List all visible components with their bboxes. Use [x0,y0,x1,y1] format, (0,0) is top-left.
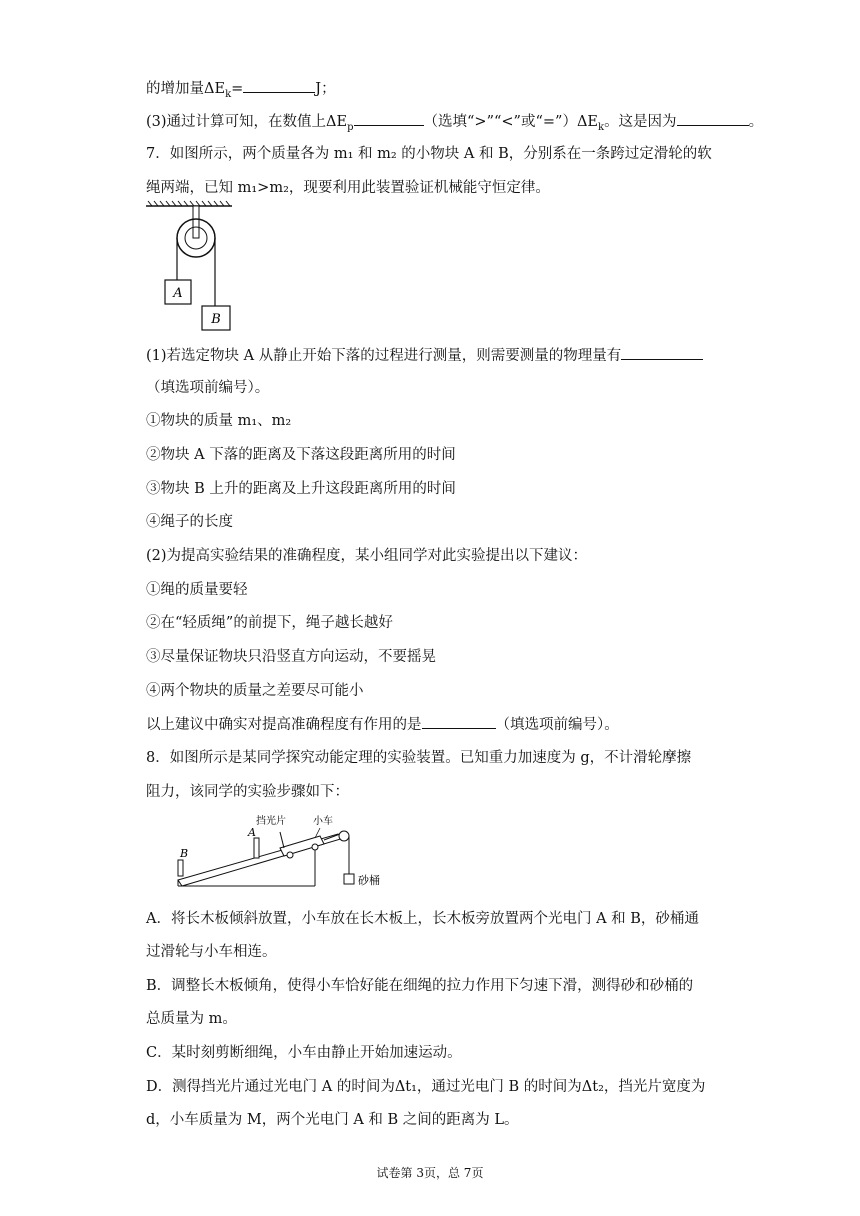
gate-b-label: B [180,847,189,860]
q6-part3-text: 。这是因为 [604,114,677,130]
q7-option1-1: ①物块的质量 m₁、m₂ [146,413,292,429]
q7-part1-line1 [146,345,703,366]
q6-text: = [231,81,244,97]
q8-step-a-line1: A．将长木板倾斜放置，小车放在长木板上，长木板旁放置两个光电门 A 和 B，砂桶通 [146,911,699,927]
q7-option2-3: ③尽量保证物块只沿竖直方向运动，不要摇晃 [146,649,436,665]
q7-part1-text: (1)若选定物块 A 从静止开始下落的过程进行测量，则需要测量的物理量有 [146,348,622,364]
q6-subscript: k [225,88,232,100]
bucket-label: 砂桶 [358,874,380,887]
q7-option2-2: ②在“轻质绳”的前提下，绳子越长越好 [146,615,393,631]
subscript-k: k [598,121,605,133]
q7-option2-1: ①绳的质量要轻 [146,582,248,598]
q8-intro-line2: 阻力，该同学的实验步骤如下： [146,784,349,800]
gate-a-label: A [248,826,256,839]
q7-intro-line2: 绳两端，已知 m₁>m₂，现要利用此装置验证机械能守恒定律。 [146,180,550,196]
q7-part2-text: （填选项前编号）。 [495,717,619,733]
q6-continuation-line [146,78,336,105]
pulley [339,831,349,841]
q6-text: 的增加量ΔE [146,81,226,97]
block-b-label: B [211,312,221,327]
bucket [344,874,354,884]
answer-blank[interactable] [422,714,496,729]
gate-b [178,860,183,876]
answer-blank[interactable] [243,78,315,93]
q8-step-d-line2: d，小车质量为 M，两个光电门 A 和 B 之间的距离为 L。 [146,1112,519,1128]
page-footer: 试卷第 3页，总 7页 [376,1166,484,1180]
subscript-p: p [347,121,354,133]
q6-part3-line [146,111,763,138]
q7-intro-line1: 7．如图所示，两个质量各为 m₁ 和 m₂ 的小物块 A 和 B，分别系在一条跨过定滑轮的软 [146,146,712,162]
q7-option1-3: ③物块 B 上升的距离及上升这段距离所用的时间 [146,481,456,497]
q6-text: J； [315,81,336,97]
q7-part2-text: 以上建议中确实对提高准确程度有作用的是 [146,717,422,733]
q8-step-b-line2: 总质量为 m。 [146,1011,237,1027]
q6-part3-text: 。 [748,114,764,130]
answer-blank[interactable] [354,111,424,126]
q8-step-c: C．某时刻剪断细绳，小车由静止开始加速运动。 [146,1045,462,1061]
q8-step-d-line1: D．测得挡光片通过光电门 A 的时间为Δt₁，通过光电门 B 的时间为Δt₂，挡光片宽度为 [146,1079,706,1095]
incline-figure [170,808,400,890]
q7-option1-4: ④绳子的长度 [146,514,233,530]
q7-part2-question [146,714,619,735]
shade-label: 挡光片 [256,816,286,827]
answer-blank[interactable] [621,345,703,360]
pulley-figure [144,200,244,335]
block-a-label: A [173,286,183,301]
q8-step-b-line1: B．调整长木板倾角，使得小车恰好能在细绳的拉力作用下匀速下滑，测得砂和砂桶的 [146,978,694,994]
q8-step-a-line2: 过滑轮与小车相连。 [146,944,277,960]
q7-part1-line2: （填选项前编号）。 [146,380,270,396]
cart-label: 小车 [313,816,333,827]
q6-part3-text: （选填“>”“<”或“=”）ΔE [423,114,598,130]
q7-option1-2: ②物块 A 下落的距离及下落这段距离所用的时间 [146,447,456,463]
q8-intro-line1: 8．如图所示是某同学探究动能定理的实验装置。已知重力加速度为 g，不计滑轮摩擦 [146,750,692,766]
q6-part3-text: (3)通过计算可知，在数值上ΔE [146,114,348,130]
gate-a [254,838,259,858]
answer-blank[interactable] [677,111,749,126]
q7-part2-intro: (2)为提高实验结果的准确程度，某小组同学对此实验提出以下建议： [146,548,588,564]
q7-option2-4: ④两个物块的质量之差要尽可能小 [146,683,364,699]
